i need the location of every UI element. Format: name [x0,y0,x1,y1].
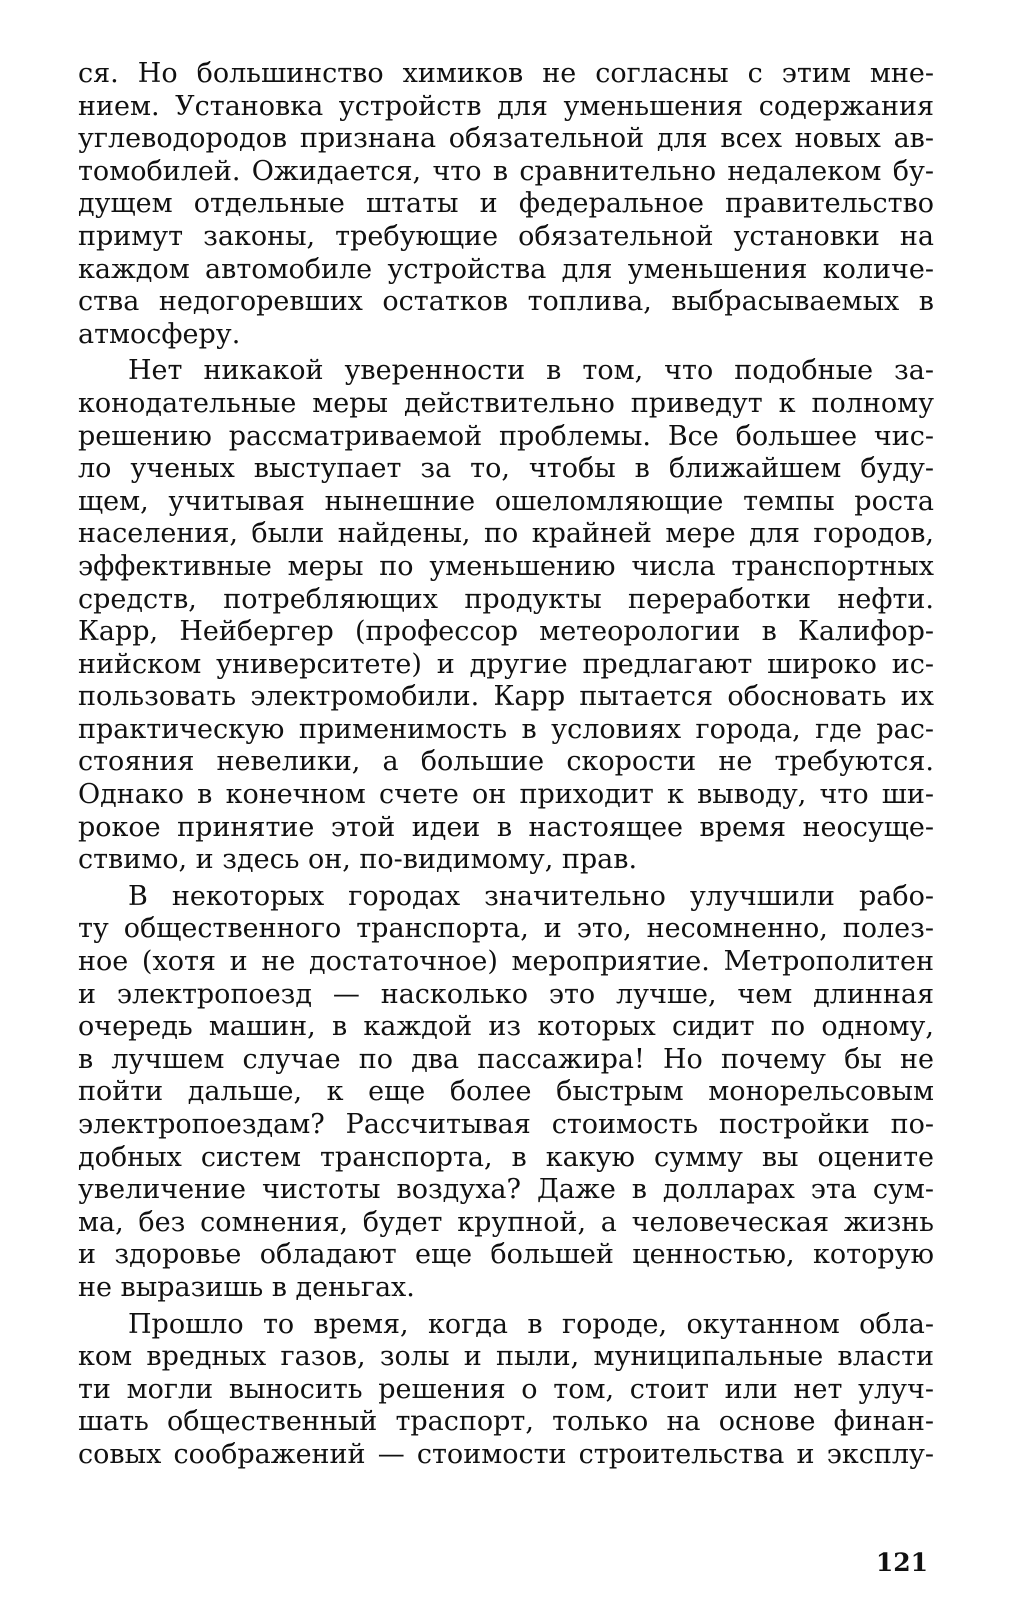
text-line: ства недогоревших остатков топлива, выбрасываемых в [78,286,934,318]
text-line: пользовать электромобили. Карр пытается обосновать их [78,681,934,713]
text-line: эффективные меры по уменьшению числа транспортных [78,550,934,582]
paragraph [78,881,934,1305]
text-line: стояния невелики, а большие скорости не требуются. [78,746,934,778]
text-line: конодательные меры действительно приведут к полному [78,387,934,419]
text-line: нийском университете) и другие предлагают широко ис- [78,648,934,680]
text-line: ту общественного транспорта, и это, несомненно, полез- [78,913,934,945]
text-line: очередь машин, в каждой из которых сидит по одному, [78,1011,934,1043]
text-line: ма, без сомнения, будет крупной, а человеческая жизнь [78,1206,934,1238]
text-line: увеличение чистоты воздуха? Даже в долларах эта сум- [78,1174,934,1206]
page-number: 121 [875,1548,928,1577]
text-line: дущем отдельные штаты и федеральное правительство [78,188,934,220]
text-line: ло ученых выступает за то, чтобы в ближайшем буду- [78,453,934,485]
text-line: пойти дальше, к еще более быстрым монорельсовым [78,1076,934,1108]
text-line: добных систем транспорта, в какую сумму вы оцените [78,1141,934,1173]
paragraph [78,58,934,351]
text-line: углеводородов признана обязательной для всех новых ав- [78,123,934,155]
text-line: примут законы, требующие обязательной установки на [78,220,934,252]
text-line: ти могли выносить решения о том, стоит или нет улуч- [78,1373,934,1405]
text-line: не выразишь в деньгах. [78,1271,415,1303]
text-line: практическую применимость в условиях города, где рас- [78,713,934,745]
text-line: Карр, Нейбергер (профессор метеорологии в Калифор- [78,616,934,648]
paragraph [78,355,934,877]
text-line: в лучшем случае по два пассажира! Но почему бы не [78,1043,934,1075]
text-line: и здоровье обладают еще большей ценностью, которую [78,1239,934,1271]
text-line: рокое принятие этой идеи в настоящее время неосуще- [78,811,934,843]
text-line: и электропоезд — насколько это лучше, чем длинная [78,978,934,1010]
text-line: В некоторых городах значительно улучшили рабо- [128,880,934,912]
text-line: ся. Но большинство химиков не согласны с этим мне- [78,58,934,89]
text-line: атмосферу. [78,318,241,350]
text-line: ствимо, и здесь он, по-видимому, прав. [78,844,638,876]
page-body [78,58,934,1472]
text-column [78,58,934,1472]
text-line: населения, были найдены, по крайней мере для городов, [78,518,934,550]
text-line: решению рассматриваемой проблемы. Все большее чис- [78,420,934,452]
text-line: средств, потребляющих продукты переработки нефти. [78,583,934,615]
text-line: Нет никакой уверенности в том, что подобные за- [128,355,934,387]
text-line: совых соображений — стоимости строительства и эксплу- [78,1438,934,1470]
text-line: Прошло то время, когда в городе, окутанном обла- [128,1308,934,1340]
text-line: шать общественный траспорт, только на основе финан- [78,1406,934,1438]
text-line: томобилей. Ожидается, что в сравнительно недалеком бу- [78,155,934,187]
paragraph [78,1309,934,1472]
text-line: Однако в конечном счете он приходит к выводу, что ши- [78,779,934,811]
text-line: щем, учитывая нынешние ошеломляющие темпы роста [78,485,934,517]
text-line: ком вредных газов, золы и пыли, муниципальные власти [78,1341,934,1373]
text-line: электропоездам? Рассчитывая стоимость постройки по- [78,1109,934,1140]
text-line: ное (хотя и не достаточное) мероприятие. Метрополитен [78,946,934,978]
text-line: каждом автомобиле устройства для уменьшения количе- [78,253,934,285]
text-line: нием. Установка устройств для уменьшения содержания [78,90,934,122]
